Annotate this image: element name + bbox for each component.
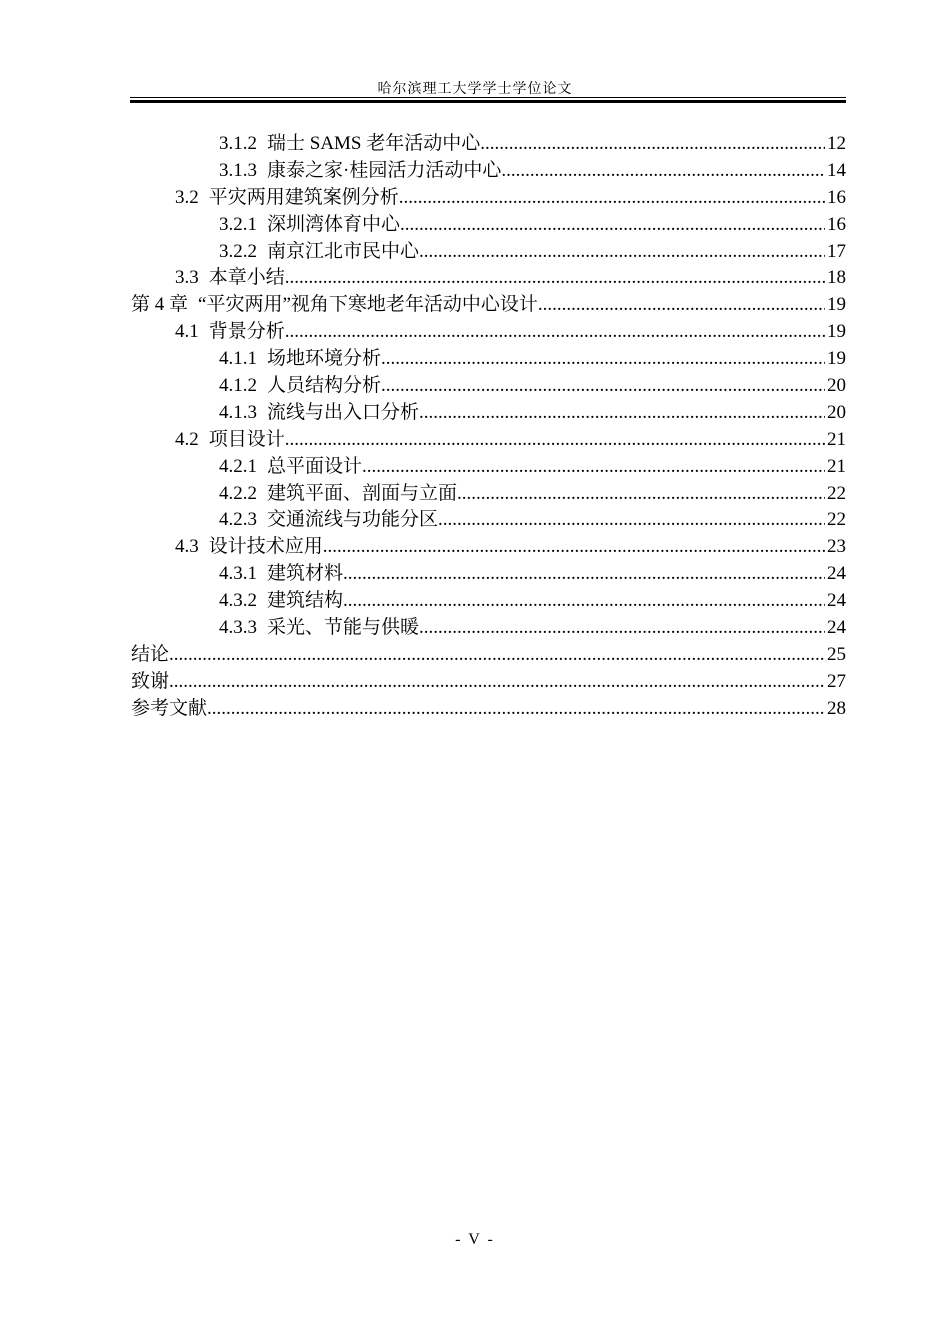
toc-entry-number: 4.2.3 bbox=[219, 509, 257, 531]
toc-dot-leader bbox=[285, 427, 825, 454]
table-of-contents bbox=[131, 131, 846, 723]
toc-entry-title: 本章小结 bbox=[208, 267, 285, 289]
toc-entry[interactable] bbox=[131, 669, 846, 696]
toc-entry-number: 4.1.1 bbox=[219, 348, 257, 370]
toc-entry-title: 设计技术应用 bbox=[208, 536, 323, 558]
toc-dot-leader bbox=[381, 373, 825, 400]
toc-entry-title: 人员结构分析 bbox=[267, 375, 382, 397]
toc-entry-page: 22 bbox=[827, 482, 846, 504]
toc-entry[interactable] bbox=[131, 534, 846, 561]
header-rule-thin bbox=[130, 97, 846, 98]
toc-dot-leader bbox=[480, 131, 825, 158]
toc-dot-leader bbox=[285, 265, 825, 292]
toc-dot-leader bbox=[381, 346, 825, 373]
toc-entry-page: 28 bbox=[827, 697, 846, 719]
toc-entry-number: 4.1 bbox=[175, 321, 199, 343]
toc-entry-page: 17 bbox=[827, 240, 846, 262]
toc-dot-leader bbox=[343, 588, 825, 615]
toc-entry-title: 平灾两用建筑案例分析 bbox=[208, 186, 399, 208]
toc-entry[interactable] bbox=[131, 481, 846, 508]
toc-entry[interactable] bbox=[131, 319, 846, 346]
toc-entry-title: “平灾两用”视角下寒地老年活动中心设计 bbox=[198, 294, 538, 316]
toc-entry-page: 27 bbox=[827, 670, 846, 692]
toc-entry[interactable] bbox=[131, 239, 846, 266]
toc-dot-leader bbox=[501, 158, 825, 185]
toc-dot-leader bbox=[169, 669, 825, 696]
toc-dot-leader bbox=[362, 454, 825, 481]
toc-entry-number: 第 4 章 bbox=[131, 294, 189, 316]
toc-dot-leader bbox=[169, 642, 825, 669]
toc-entry-number: 4.3.3 bbox=[219, 617, 257, 639]
toc-entry-number: 4.1.2 bbox=[219, 375, 257, 397]
toc-entry-number: 4.3 bbox=[175, 536, 199, 558]
toc-entry-page: 19 bbox=[827, 348, 846, 370]
toc-dot-leader bbox=[419, 615, 825, 642]
toc-entry-title: 场地环境分析 bbox=[267, 348, 382, 370]
toc-entry[interactable] bbox=[131, 212, 846, 239]
toc-entry[interactable] bbox=[131, 346, 846, 373]
toc-entry-title: 流线与出入口分析 bbox=[267, 401, 420, 423]
toc-entry-title: 采光、节能与供暖 bbox=[267, 617, 420, 639]
toc-entry-page: 22 bbox=[827, 509, 846, 531]
toc-entry-number: 3.2 bbox=[175, 186, 199, 208]
toc-dot-leader bbox=[323, 534, 825, 561]
toc-entry-page: 21 bbox=[827, 455, 846, 477]
toc-entry-number: 3.1.2 bbox=[219, 133, 257, 154]
toc-entry[interactable] bbox=[131, 265, 846, 292]
toc-entry-title: 交通流线与功能分区 bbox=[267, 509, 439, 531]
toc-entry[interactable] bbox=[131, 615, 846, 642]
toc-entry-page: 25 bbox=[827, 643, 846, 665]
toc-entry-page: 19 bbox=[827, 294, 846, 316]
toc-entry-page: 16 bbox=[827, 213, 846, 235]
toc-entry[interactable] bbox=[131, 158, 846, 185]
toc-entry-number: 3.2.2 bbox=[219, 240, 257, 262]
toc-entry[interactable] bbox=[131, 696, 846, 723]
toc-entry-title: 建筑平面、剖面与立面 bbox=[267, 482, 458, 504]
toc-dot-leader bbox=[207, 696, 825, 723]
toc-entry[interactable] bbox=[131, 561, 846, 588]
toc-entry-title: 致谢 bbox=[131, 670, 170, 692]
toc-entry[interactable] bbox=[131, 642, 846, 669]
toc-entry-number: 4.2.2 bbox=[219, 482, 257, 504]
toc-entry-page: 20 bbox=[827, 401, 846, 423]
toc-entry-title: 参考文献 bbox=[131, 697, 208, 719]
toc-entry-title: 结论 bbox=[131, 643, 170, 665]
toc-dot-leader bbox=[419, 239, 825, 266]
toc-entry-title: 背景分析 bbox=[208, 321, 285, 343]
toc-entry[interactable] bbox=[131, 373, 846, 400]
toc-entry-number: 4.2 bbox=[175, 428, 199, 450]
toc-entry-page: 20 bbox=[827, 375, 846, 397]
toc-entry-title: 深圳湾体育中心 bbox=[267, 213, 401, 235]
toc-entry-page: 14 bbox=[827, 159, 846, 181]
toc-entry-title: 建筑材料 bbox=[267, 563, 344, 585]
toc-dot-leader bbox=[285, 319, 825, 346]
toc-entry[interactable] bbox=[131, 185, 846, 212]
toc-entry-title: 总平面设计 bbox=[267, 455, 363, 477]
toc-entry-page: 24 bbox=[827, 590, 846, 612]
toc-dot-leader bbox=[438, 507, 825, 534]
toc-entry-number: 4.2.1 bbox=[219, 455, 257, 477]
toc-entry[interactable] bbox=[131, 427, 846, 454]
toc-entry-number: 4.3.2 bbox=[219, 590, 257, 612]
toc-entry[interactable] bbox=[131, 131, 846, 158]
toc-entry-page: 24 bbox=[827, 563, 846, 585]
toc-entry-title: 项目设计 bbox=[208, 428, 285, 450]
page-header-title: 哈尔滨理工大学学士学位论文 bbox=[377, 82, 573, 97]
page-number-footer: - V - bbox=[455, 1231, 495, 1248]
toc-entry[interactable] bbox=[131, 507, 846, 534]
toc-entry-title: 瑞士 SAMS 老年活动中心 bbox=[267, 133, 481, 154]
header-rule-thick bbox=[130, 100, 846, 103]
toc-dot-leader bbox=[457, 481, 825, 508]
toc-entry[interactable] bbox=[131, 588, 846, 615]
toc-dot-leader bbox=[538, 292, 825, 319]
toc-entry-number: 3.1.3 bbox=[219, 159, 257, 181]
toc-entry-title: 南京江北市民中心 bbox=[267, 240, 420, 262]
toc-entry[interactable] bbox=[131, 292, 846, 319]
toc-entry-page: 23 bbox=[827, 536, 846, 558]
toc-entry[interactable] bbox=[131, 454, 846, 481]
toc-entry-number: 4.3.1 bbox=[219, 563, 257, 585]
toc-entry-number: 3.3 bbox=[175, 267, 199, 289]
toc-entry-title: 康泰之家·桂园活力活动中心 bbox=[267, 159, 502, 181]
toc-entry-page: 12 bbox=[827, 133, 846, 154]
toc-entry-page: 18 bbox=[827, 267, 846, 289]
toc-entry-page: 19 bbox=[827, 321, 846, 343]
toc-entry-number: 3.2.1 bbox=[219, 213, 257, 235]
toc-dot-leader bbox=[400, 212, 825, 239]
toc-entry-page: 21 bbox=[827, 428, 846, 450]
toc-dot-leader bbox=[399, 185, 825, 212]
toc-entry-page: 16 bbox=[827, 186, 846, 208]
toc-entry-page: 24 bbox=[827, 617, 846, 639]
toc-entry-title: 建筑结构 bbox=[267, 590, 344, 612]
toc-dot-leader bbox=[343, 561, 825, 588]
toc-dot-leader bbox=[419, 400, 825, 427]
toc-entry[interactable] bbox=[131, 400, 846, 427]
toc-entry-number: 4.1.3 bbox=[219, 401, 257, 423]
